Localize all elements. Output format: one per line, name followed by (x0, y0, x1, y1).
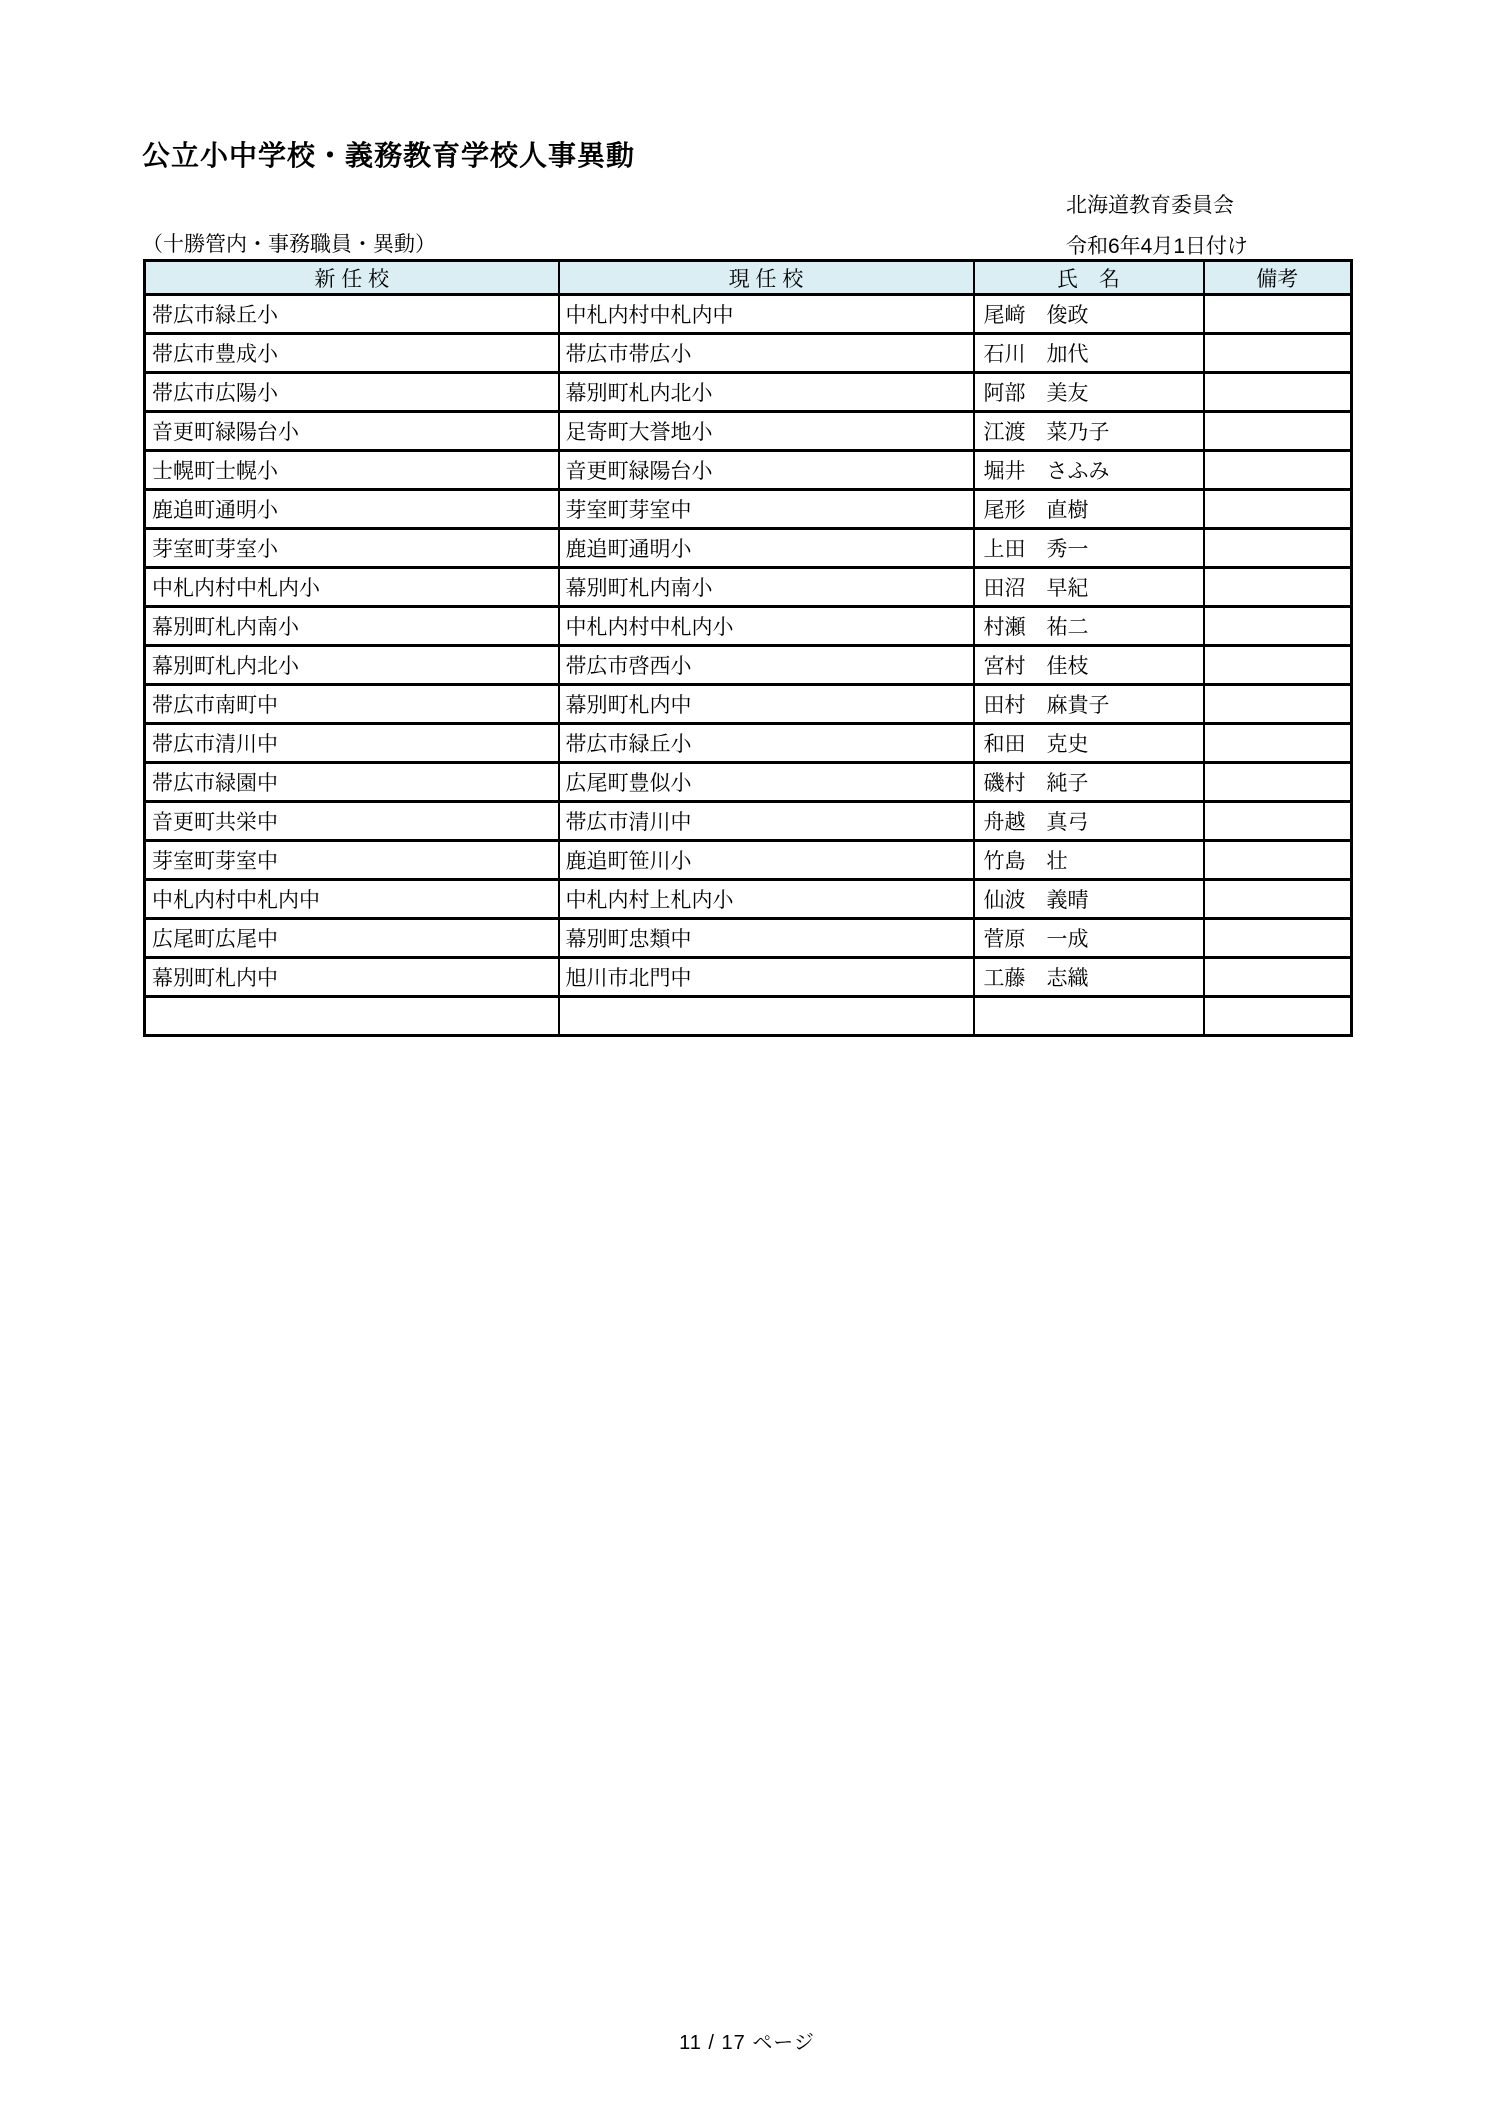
personnel-transfer-table (143, 259, 1353, 1037)
effective-date-label: 令和6年4月1日付け (1066, 235, 1249, 258)
cell-name: 石川 加代 (974, 334, 1204, 373)
cell-remarks (1204, 997, 1352, 1036)
cell-remarks (1204, 802, 1352, 841)
cell-name: 仙波 義晴 (974, 880, 1204, 919)
table-row (145, 568, 1352, 607)
cell-current-school: 旭川市北門中 (559, 958, 974, 997)
cell-name: 江渡 菜乃子 (974, 412, 1204, 451)
table-row (145, 295, 1352, 334)
cell-name: 和田 克史 (974, 724, 1204, 763)
cell-current-school: 鹿追町笹川小 (559, 841, 974, 880)
cell-current-school: 幕別町忠類中 (559, 919, 974, 958)
cell-current-school: 芽室町芽室中 (559, 490, 974, 529)
table-row (145, 490, 1352, 529)
cell-remarks (1204, 295, 1352, 334)
cell-name: 田沼 早紀 (974, 568, 1204, 607)
table-row (145, 958, 1352, 997)
cell-remarks (1204, 646, 1352, 685)
cell-new-school: 音更町共栄中 (145, 802, 559, 841)
section-label: （十勝管内・事務職員・異動） (142, 233, 436, 256)
cell-current-school: 中札内村中札内中 (559, 295, 974, 334)
cell-current-school: 鹿追町通明小 (559, 529, 974, 568)
cell-new-school: 帯広市清川中 (145, 724, 559, 763)
cell-new-school: 士幌町士幌小 (145, 451, 559, 490)
cell-current-school: 幕別町札内中 (559, 685, 974, 724)
cell-name: 宮村 佳枝 (974, 646, 1204, 685)
cell-remarks (1204, 490, 1352, 529)
table-row (145, 724, 1352, 763)
table-row (145, 334, 1352, 373)
table-row (145, 646, 1352, 685)
cell-remarks (1204, 373, 1352, 412)
cell-current-school: 音更町緑陽台小 (559, 451, 974, 490)
cell-current-school: 広尾町豊似小 (559, 763, 974, 802)
cell-new-school: 鹿追町通明小 (145, 490, 559, 529)
cell-current-school: 帯広市帯広小 (559, 334, 974, 373)
cell-new-school: 音更町緑陽台小 (145, 412, 559, 451)
cell-new-school: 芽室町芽室中 (145, 841, 559, 880)
cell-name: 菅原 一成 (974, 919, 1204, 958)
table-row (145, 607, 1352, 646)
cell-current-school: 幕別町札内北小 (559, 373, 974, 412)
cell-name (974, 997, 1204, 1036)
cell-current-school: 中札内村中札内小 (559, 607, 974, 646)
cell-remarks (1204, 451, 1352, 490)
cell-current-school: 足寄町大誉地小 (559, 412, 974, 451)
table-row (145, 919, 1352, 958)
cell-new-school: 帯広市緑園中 (145, 763, 559, 802)
table-row (145, 451, 1352, 490)
cell-remarks (1204, 841, 1352, 880)
cell-name: 田村 麻貴子 (974, 685, 1204, 724)
header-current-school: 現 任 校 (559, 261, 974, 295)
cell-current-school: 帯広市緑丘小 (559, 724, 974, 763)
cell-new-school: 帯広市南町中 (145, 685, 559, 724)
table-row (145, 373, 1352, 412)
cell-current-school: 中札内村上札内小 (559, 880, 974, 919)
table-row (145, 997, 1352, 1036)
cell-remarks (1204, 334, 1352, 373)
cell-current-school (559, 997, 974, 1036)
cell-new-school: 幕別町札内南小 (145, 607, 559, 646)
header-name: 氏 名 (974, 261, 1204, 295)
cell-current-school: 幕別町札内南小 (559, 568, 974, 607)
cell-name: 磯村 純子 (974, 763, 1204, 802)
header-remarks: 備考 (1204, 261, 1352, 295)
page-title: 公立小中学校・義務教育学校人事異動 (142, 140, 636, 171)
cell-new-school: 芽室町芽室小 (145, 529, 559, 568)
organization-name: 北海道教育委員会 (1066, 194, 1234, 217)
cell-name: 堀井 さふみ (974, 451, 1204, 490)
table-row (145, 529, 1352, 568)
cell-remarks (1204, 880, 1352, 919)
cell-new-school: 中札内村中札内中 (145, 880, 559, 919)
cell-remarks (1204, 412, 1352, 451)
header-new-school: 新 任 校 (145, 261, 559, 295)
cell-remarks (1204, 685, 1352, 724)
table-row (145, 763, 1352, 802)
cell-name: 上田 秀一 (974, 529, 1204, 568)
cell-new-school: 帯広市広陽小 (145, 373, 559, 412)
cell-name: 舟越 真弓 (974, 802, 1204, 841)
cell-new-school: 帯広市豊成小 (145, 334, 559, 373)
cell-name: 尾﨑 俊政 (974, 295, 1204, 334)
cell-new-school: 帯広市緑丘小 (145, 295, 559, 334)
cell-current-school: 帯広市清川中 (559, 802, 974, 841)
table-row (145, 802, 1352, 841)
cell-name: 阿部 美友 (974, 373, 1204, 412)
cell-new-school: 中札内村中札内小 (145, 568, 559, 607)
cell-name: 工藤 志織 (974, 958, 1204, 997)
cell-name: 村瀬 祐二 (974, 607, 1204, 646)
cell-remarks (1204, 568, 1352, 607)
cell-new-school: 幕別町札内中 (145, 958, 559, 997)
cell-new-school (145, 997, 559, 1036)
table-row (145, 412, 1352, 451)
cell-name: 竹島 壮 (974, 841, 1204, 880)
cell-remarks (1204, 724, 1352, 763)
cell-current-school: 帯広市啓西小 (559, 646, 974, 685)
page-number: 11 / 17 ページ (679, 2032, 815, 2054)
cell-remarks (1204, 607, 1352, 646)
cell-remarks (1204, 529, 1352, 568)
cell-remarks (1204, 763, 1352, 802)
table-row (145, 880, 1352, 919)
cell-remarks (1204, 958, 1352, 997)
table-row (145, 841, 1352, 880)
table-body (145, 295, 1352, 1036)
table-row (145, 685, 1352, 724)
cell-new-school: 幕別町札内北小 (145, 646, 559, 685)
table-header-row (145, 261, 1352, 295)
cell-new-school: 広尾町広尾中 (145, 919, 559, 958)
cell-remarks (1204, 919, 1352, 958)
cell-name: 尾形 直樹 (974, 490, 1204, 529)
